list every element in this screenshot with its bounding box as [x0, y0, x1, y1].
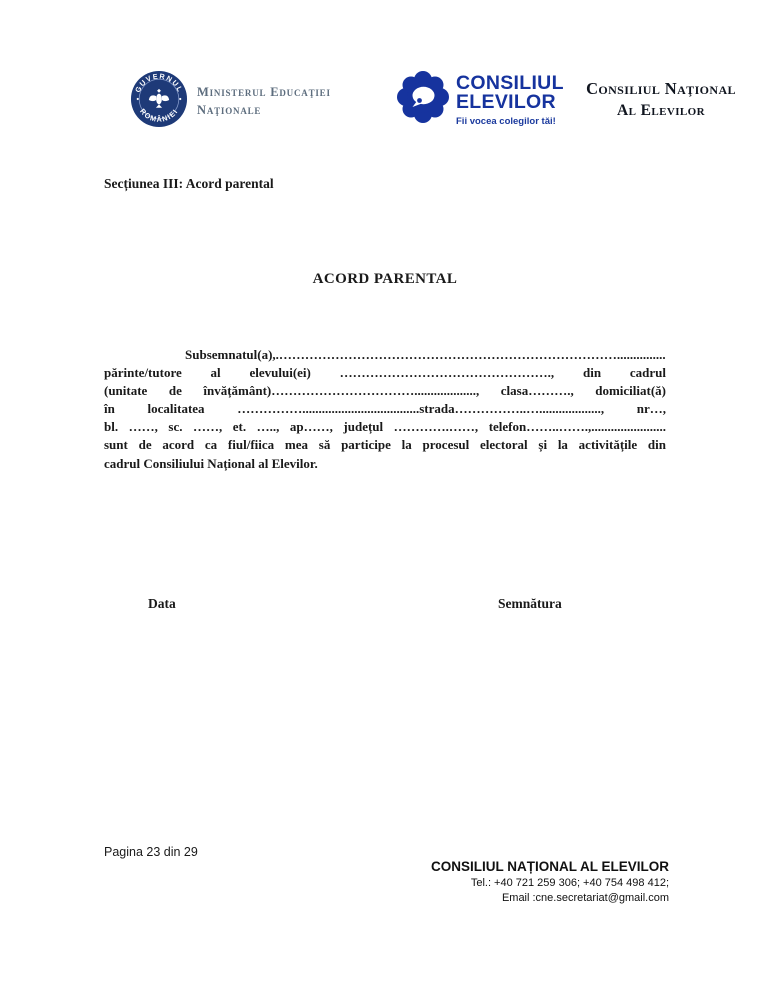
seal-bottom-text: ROMÂNIEI — [138, 106, 180, 124]
ce-wordmark-line1: CONSILIUL — [456, 72, 564, 94]
ministry-name-line2: Naţionale — [197, 102, 262, 117]
date-label: Data — [148, 596, 176, 611]
footer-org-name: CONSILIUL NAȚIONAL AL ELEVILOR — [430, 859, 669, 874]
cne-wordmark — [573, 78, 749, 122]
consiliul-elevilor-logo-icon — [397, 71, 449, 123]
seal-top-text: GUVERNUL — [133, 71, 185, 94]
body-line: (unitate de învățământ)……………………………..................., clasa………., domiciliat(ă) — [104, 383, 666, 399]
footer-phone: Tel.: +40 721 259 306; +40 754 498 412; — [470, 877, 669, 889]
body-line: cadrul Consiliului Național al Elevilor. — [104, 455, 318, 471]
body-line: sunt de acord ca fiul/fiica mea să participe la procesul electoral și la activitățile din — [104, 437, 666, 453]
body-line: Subsemnatul(a),.……………………………………………………………………............... — [185, 347, 666, 362]
body-paragraph — [104, 346, 666, 473]
government-seal-icon — [130, 70, 188, 128]
body-line: părinte/tutore al elevului(ei) …………………………………………., din cadrul — [104, 365, 666, 381]
body-line: în localitatea ……………....................................strada……………..…..................., nr…, — [104, 401, 666, 417]
page-number: Pagina 23 din 29 — [104, 845, 198, 859]
footer-email: Email :cne.secretariat@gmail.com — [501, 892, 669, 904]
consiliul-elevilor-wordmark — [456, 74, 564, 127]
ce-wordmark-line2: ELEVILOR — [456, 91, 556, 113]
ministry-name-line1: Ministerul Educaţiei — [197, 85, 331, 99]
footer-contact-block — [431, 858, 669, 906]
cne-wordmark-line2: Al Elevilor — [617, 102, 705, 119]
body-line: bl. ……, sc. ……, et. ….., ap……, județul ………….……, telefon……..…….,....................... — [104, 419, 666, 435]
ministry-name — [197, 84, 331, 119]
section-label: Secțiunea III: Acord parental — [104, 176, 274, 191]
document-title: ACORD PARENTAL — [312, 271, 458, 287]
ce-tagline: Fii vocea colegilor tăi! — [456, 116, 556, 127]
cne-wordmark-line1: Consiliul Naţional — [586, 79, 736, 98]
signature-label: Semnătura — [498, 596, 562, 611]
